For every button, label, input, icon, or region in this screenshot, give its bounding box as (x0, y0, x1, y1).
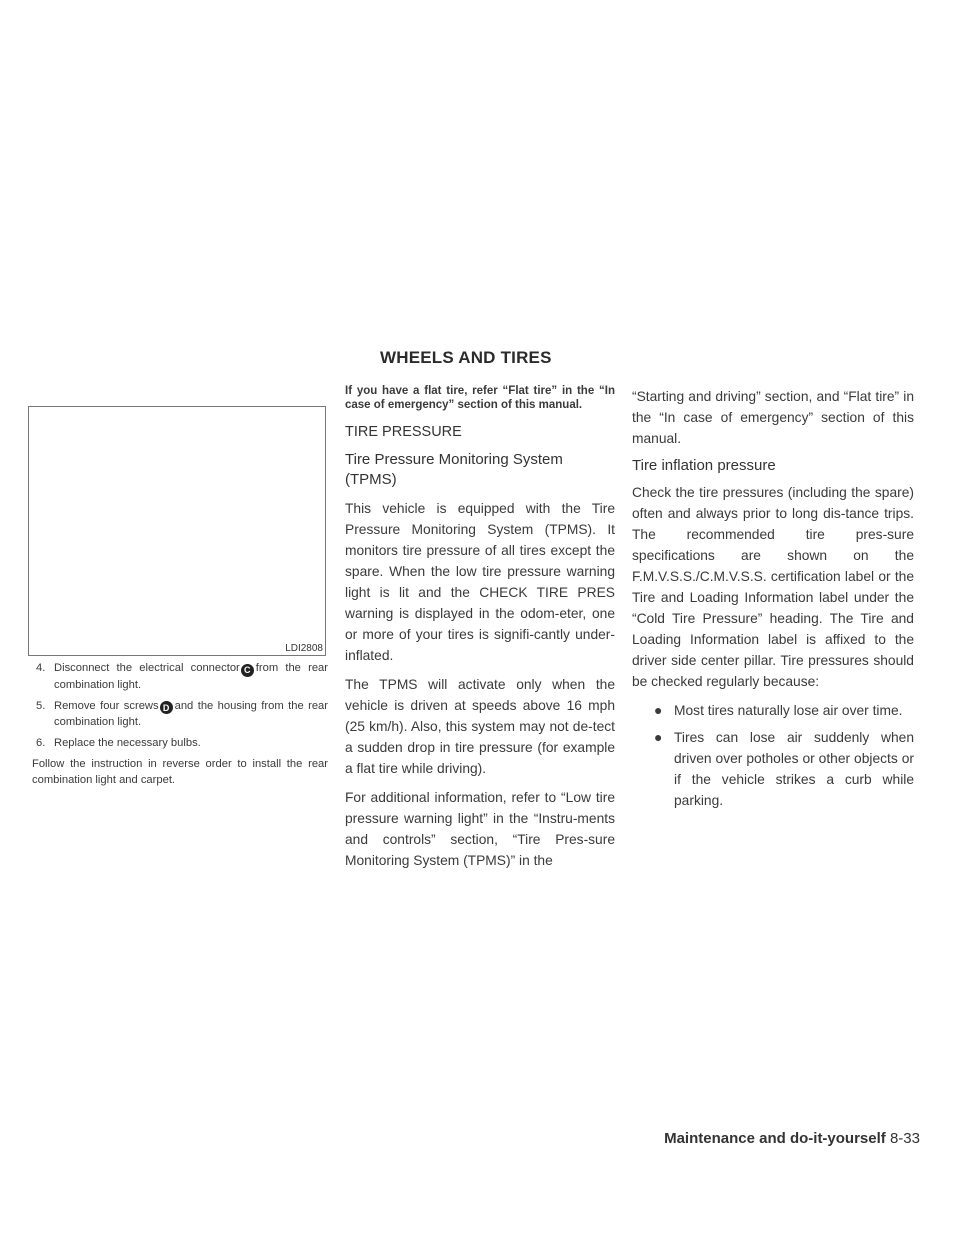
body-paragraph: Check the tire pressures (including the spare) often and always prior to long dis-tance trips. The recommended tire pres-sure specifications are shown on the F.M.V.S.S./C.M.V.S.S. certification label or the Tire and Loading Information label under the “Cold Tire Pressure” heading. The Tire and Loading Information label is affixed to the driver side center pillar. Tire pressures should be checked regularly because: (632, 485, 914, 689)
step-text: and the housing from the rear combination light. (54, 699, 328, 728)
step-text: Replace the necessary bulbs. (54, 737, 201, 749)
right-column (632, 386, 914, 817)
page-footer (664, 1130, 920, 1147)
bullet-icon: ● (654, 729, 663, 745)
callout-c-marker: C (241, 664, 254, 677)
page-number: 8-33 (889, 1130, 920, 1147)
footer-section-name: Maintenance and do-it-yourself (664, 1130, 886, 1147)
middle-column (345, 384, 615, 879)
closing-paragraph: Follow the instruction in reverse order to install the rear combination light and carpet. (32, 758, 328, 786)
bullet-text: Tires can lose air suddenly when driven over potholes or other objects or if the vehicle strikes a curb while parking. (674, 730, 914, 808)
step-text: Remove four screws (54, 699, 159, 712)
figure-illustration (28, 406, 326, 656)
continuation-paragraph: “Starting and driving” section, and “Flat tire” in the “In case of emergency” section of this manual. (632, 389, 914, 446)
left-column (32, 660, 328, 788)
step-number: 5. (36, 699, 46, 712)
step-item (32, 735, 328, 751)
inflation-pressure-subheading: Tire inflation pressure (632, 457, 776, 474)
list-item (632, 700, 914, 721)
step-number: 6. (36, 737, 46, 749)
body-paragraph: This vehicle is equipped with the Tire Pressure Monitoring System (TPMS). It monitors tire pressure of all tires except the spare. When the low tire pressure warning light is lit and the CHECK TIRE PRES warning is displayed in the odom-eter, one or more of your tires is signifi-cantly under-inflated. (345, 501, 615, 663)
step-item (32, 660, 328, 693)
section-heading: WHEELS AND TIRES (380, 348, 552, 367)
figure-code: LDI2808 (285, 643, 323, 654)
tire-pressure-heading: TIRE PRESSURE (345, 424, 462, 440)
step-text: from the rear combination light. (54, 662, 328, 691)
step-item (32, 698, 328, 731)
body-paragraph: The TPMS will activate only when the vehicle is driven at speeds above 16 mph (25 km/h). Also, this system may not de-tect a sudden drop in tire pressure (for example a flat tire while driving). (345, 677, 615, 776)
step-text: Disconnect the electrical connector (54, 662, 240, 674)
bullet-text: Most tires naturally lose air over time. (674, 703, 903, 718)
body-paragraph: For additional information, refer to “Low tire pressure warning light” in the “Instru-ments and controls” section, “Tire Pres-sure Monitoring System (TPMS)” in the (345, 790, 615, 868)
flat-tire-note: If you have a flat tire, refer “Flat tire” in the “In case of emergency” section of this manual. (345, 385, 615, 411)
callout-d-marker: D (160, 701, 173, 714)
list-item (632, 727, 914, 811)
step-number: 4. (36, 662, 46, 674)
bullet-icon: ● (654, 702, 663, 718)
tpms-subheading: Tire Pressure Monitoring System (TPMS) (345, 451, 563, 488)
